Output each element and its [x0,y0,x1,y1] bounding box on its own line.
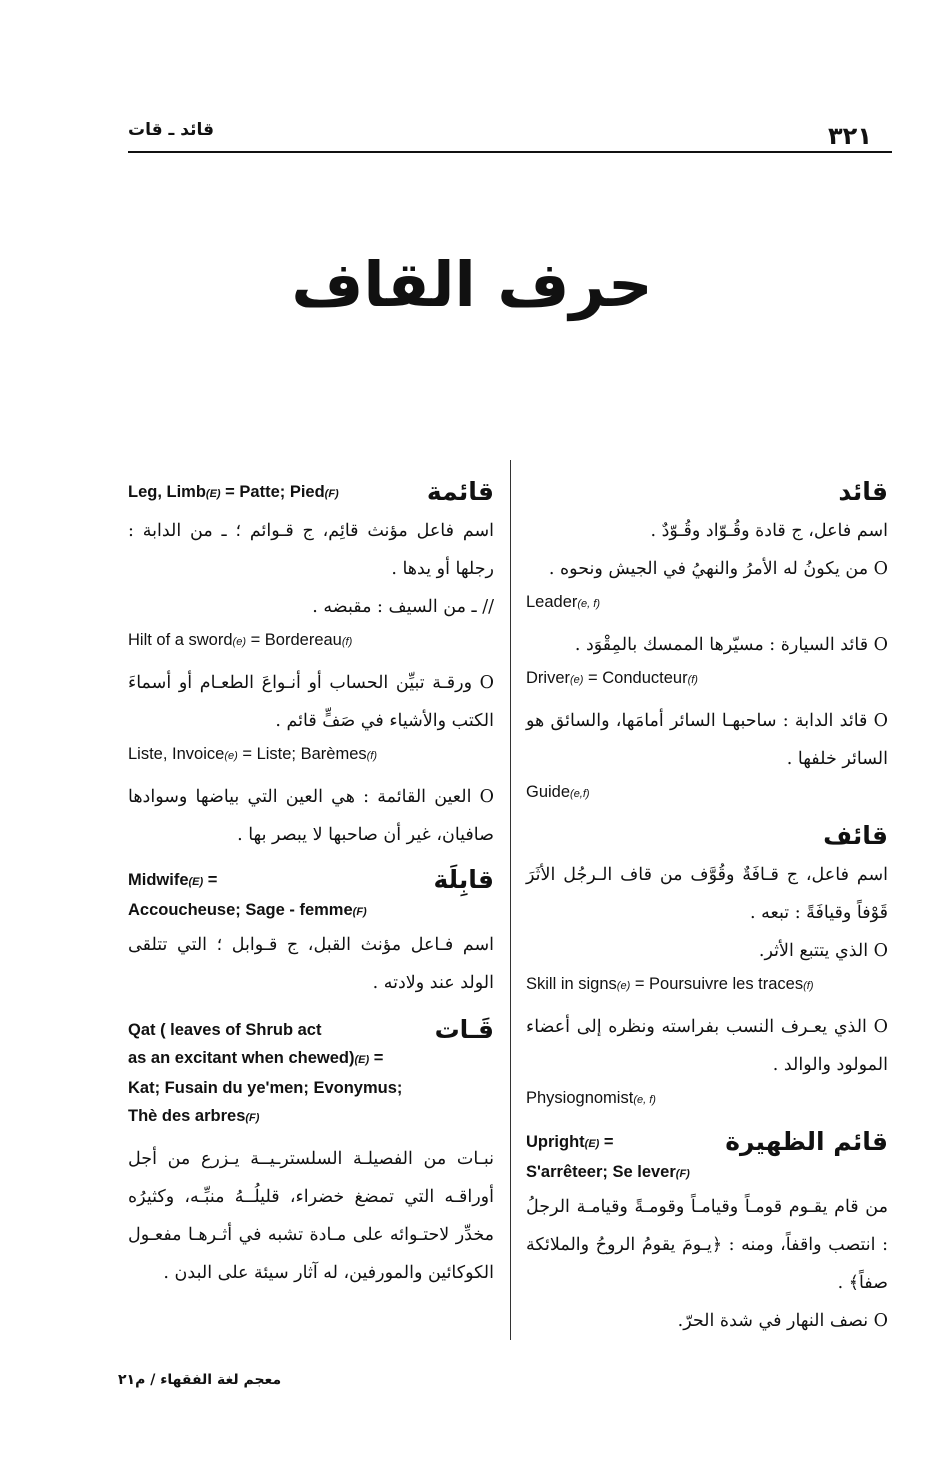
entry-qabila [128,860,494,1002]
column-divider [510,460,511,1340]
header-rule [128,151,892,153]
headword: قائد [838,477,888,506]
headword: قَـات [434,1015,494,1044]
equivalent: Physiognomist(e, f) [526,1089,656,1107]
right-column [526,472,888,1340]
running-head: قائد ـ قات [128,120,214,140]
definition: O قائد السيارة : مسيّرها الممسك بالمِقْوَد . [574,635,888,655]
definition: // ـ من السيف : مقبضه . [312,597,494,617]
definition: O قائد الدابة : ساحبهـا السائر أمامَها، والسائق هو السائر خلفها . [526,711,888,769]
left-column [128,472,494,1292]
equivalent: Hilt of a sword(e) = Bordereau(f) [128,631,353,649]
equivalent-header: Leg, Limb(E) = Patte; Pied(F) [128,483,339,501]
page-number: ٣٢١ [828,122,872,150]
definition: O نصف النهار في شدة الحرّ. [677,1311,888,1331]
entry-qaid [526,472,888,806]
definition: من قام يقـوم قومـاً وقيامـاً وقومـةً وقيامـة الرجلُ : انتصب واقفاً، ومنه : ﴿يـومَ يقومُ الروحُ والملائكة صفاً﴾ . [526,1197,888,1293]
footer-signature: معجم لغة الفقهاء / م٢١ [118,1372,282,1388]
definition: O الذي يعـرف النسب بفراسته ونظره إلى أعضاء المولود والوالد . [526,1017,888,1075]
equivalent: Leader(e, f) [526,593,601,611]
equivalent: Liste, Invoice(e) = Liste; Barèmes(f) [128,745,378,763]
definition: نبـات من الفصيلـة السلسترـيــة يـزرع من أجل أوراقـه التي تمضغ خضراء، قليلُــهُ منبِّـه، وكثيرُه مخدِّر لاحتـوائه على مـادة تشبه في أثـرهـا مفعـول الكوكائين والمورفين، له آثار سيئة على البدن . [128,1149,494,1283]
entry-qaif [526,816,888,1112]
definition: اسم فـاعل مؤنث القبل، ج قـوابل ؛ التي تتلقى الولد عند ولادته . [128,935,494,993]
chapter-title: حرف القاف [291,248,653,321]
headword: قائمة [426,477,494,506]
definition: O الذي يتتبع الأثر. [758,941,888,961]
equivalent-header: Upright(E) = S'arrêteer; Se lever(F) [526,1133,690,1181]
entry-qaim-zahira [526,1122,888,1340]
headword: قائم الظهيرة [725,1127,888,1156]
entry-qat [128,1010,494,1292]
headword: قابِلَة [433,865,494,894]
definition: O العين القائمة : هي العين التي بياضها وسوادها صافيان، غير أن صاحبها لا يبصر بها . [128,787,494,845]
definition: O من يكونُ له الأمرُ والنهيُ في الجيش ونحوه . [548,559,888,579]
entry-qaima [128,472,494,854]
equivalent: Skill in signs(e) = Poursuivre les traces(f) [526,975,814,993]
equivalent-header: Qat ( leaves of Shrub act as an excitant when chewed)(E) = Kat; Fusain du ye'men; Evonymus; Thè des arbres(F) [128,1021,403,1125]
definition: اسم فاعل، ج قـافَةٌ وقُوَّف من قاف الـرجُل الأثَرَ قَوْفاً وقيافَةً : تبعه . [526,865,888,923]
definition: O ورقـة تبيِّن الحساب أو أنـواعَ الطعـام أو أسماءَ الكتب والأشياء في صَفٍّ قائم . [128,673,494,731]
headword: قائف [823,821,888,850]
equivalent: Guide(e,f) [526,783,590,801]
definition: اسم فاعل مؤنث قائِم، ج قـوائم ؛ ـ من الدابة : رجلها أو يدها . [128,521,494,579]
equivalent-header: Midwife(E) = Accoucheuse; Sage - femme(F) [128,871,367,919]
definition: اسم فاعل، ج قادة وقُـوّاد وقُـوّدٌ . [650,521,888,541]
equivalent: Driver(e) = Conducteur(f) [526,669,698,687]
